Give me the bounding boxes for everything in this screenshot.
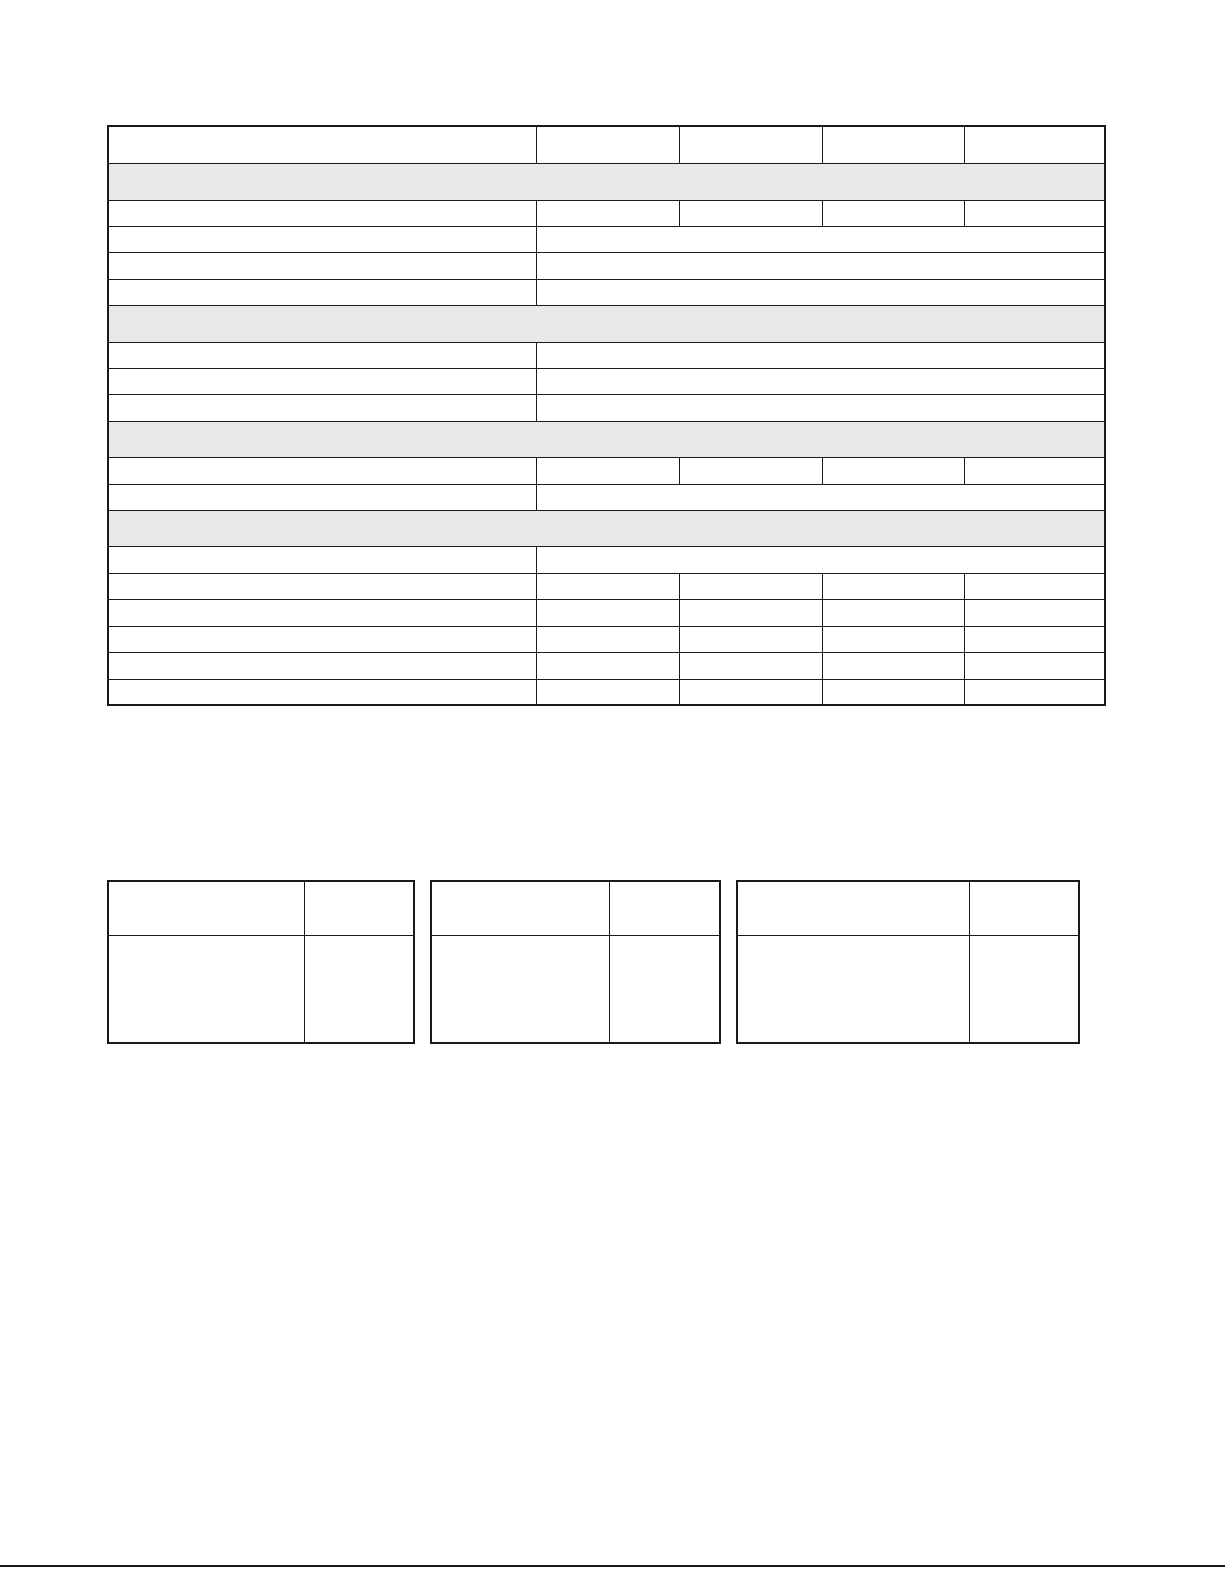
table-row <box>109 599 1104 626</box>
small-table-1 <box>107 880 415 1044</box>
table-row <box>109 679 1104 704</box>
table-row <box>109 626 1104 652</box>
table-row <box>109 279 1104 305</box>
table-row <box>109 457 1104 484</box>
table-row <box>109 546 1104 573</box>
section-heading <box>109 421 1104 457</box>
table-row <box>109 342 1104 368</box>
table-row <box>109 252 1104 279</box>
small-table-2 <box>430 880 721 1044</box>
spec-table <box>107 125 1106 706</box>
table-row <box>109 652 1104 679</box>
table-row <box>109 368 1104 394</box>
table-row <box>109 226 1104 252</box>
table-row <box>109 200 1104 226</box>
table-row <box>109 484 1104 510</box>
small-table-3 <box>736 880 1080 1044</box>
table-header-row <box>109 127 1104 163</box>
table-row <box>109 573 1104 599</box>
section-heading <box>109 510 1104 546</box>
section-heading <box>109 305 1104 342</box>
section-heading <box>109 163 1104 200</box>
footer-rule <box>0 1565 1225 1567</box>
table-row <box>109 394 1104 421</box>
